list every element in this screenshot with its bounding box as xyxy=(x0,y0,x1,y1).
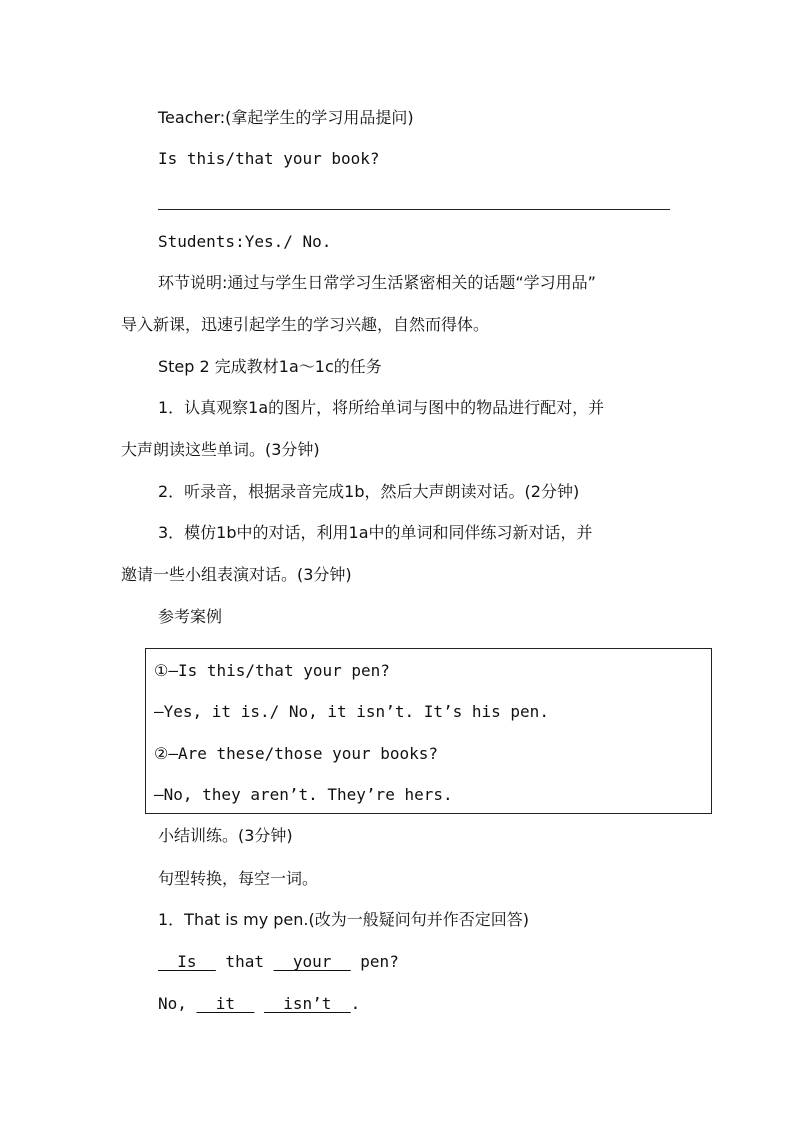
note-line-1: 环节说明:通过与学生日常学习生活紧密相关的话题“学习用品” xyxy=(158,273,596,292)
answer-line-1 xyxy=(158,952,399,972)
item3-line-2: 邀请一些小组表演对话。(3分钟) xyxy=(121,565,352,584)
answer-separator xyxy=(254,994,264,1013)
step2-heading: Step 2 完成教材1a～1c的任务 xyxy=(158,357,382,376)
item1-line-2: 大声朗读这些单词。(3分钟) xyxy=(121,440,320,459)
answer-text-that: that xyxy=(215,952,274,971)
example-line-1: ①—Is this/that your pen? xyxy=(154,661,390,680)
item2-line: 2．听录音，根据录音完成1b，然后大声朗读对话。(2分钟) xyxy=(158,482,580,501)
example-box xyxy=(145,648,712,814)
example-line-2: —Yes, it is./ No, it isn’t. It’s his pen. xyxy=(154,702,549,721)
answer-line-2 xyxy=(158,994,360,1014)
summary-line: 小结训练。(3分钟) xyxy=(158,826,293,845)
answer-blank-isnt: __isn’t__ xyxy=(263,994,351,1013)
item3-line-1: 3．模仿1b中的对话，利用1a中的单词和同伴练习新对话，并 xyxy=(158,523,593,542)
note-line-2: 导入新课，迅速引起学生的学习兴趣，自然而得体。 xyxy=(121,315,490,334)
item1-line-1: 1．认真观察1a的图片，将所给单词与图中的物品进行配对，并 xyxy=(158,398,605,417)
answer-rule xyxy=(158,209,670,210)
students-line: Students:Yes./ No. xyxy=(158,232,332,251)
answer-period: . xyxy=(350,994,361,1013)
transform-line: 句型转换，每空一词。 xyxy=(158,869,319,888)
exercise-1: 1．That is my pen.(改为一般疑问句并作否定回答) xyxy=(158,910,529,929)
question-line: Is this/that your book? xyxy=(158,149,380,168)
reference-label: 参考案例 xyxy=(158,607,223,626)
answer-text-pen: pen? xyxy=(350,952,399,971)
example-line-4: —No, they aren’t. They’re hers. xyxy=(154,785,453,804)
teacher-line: Teacher:(拿起学生的学习用品提问) xyxy=(158,108,414,127)
answer-blank-it: __it__ xyxy=(196,994,255,1013)
answer-text-no: No, xyxy=(158,994,197,1013)
answer-blank-is: __Is__ xyxy=(158,952,216,971)
answer-blank-your: __your__ xyxy=(273,952,351,971)
example-line-3: ②—Are these/those your books? xyxy=(154,744,439,763)
